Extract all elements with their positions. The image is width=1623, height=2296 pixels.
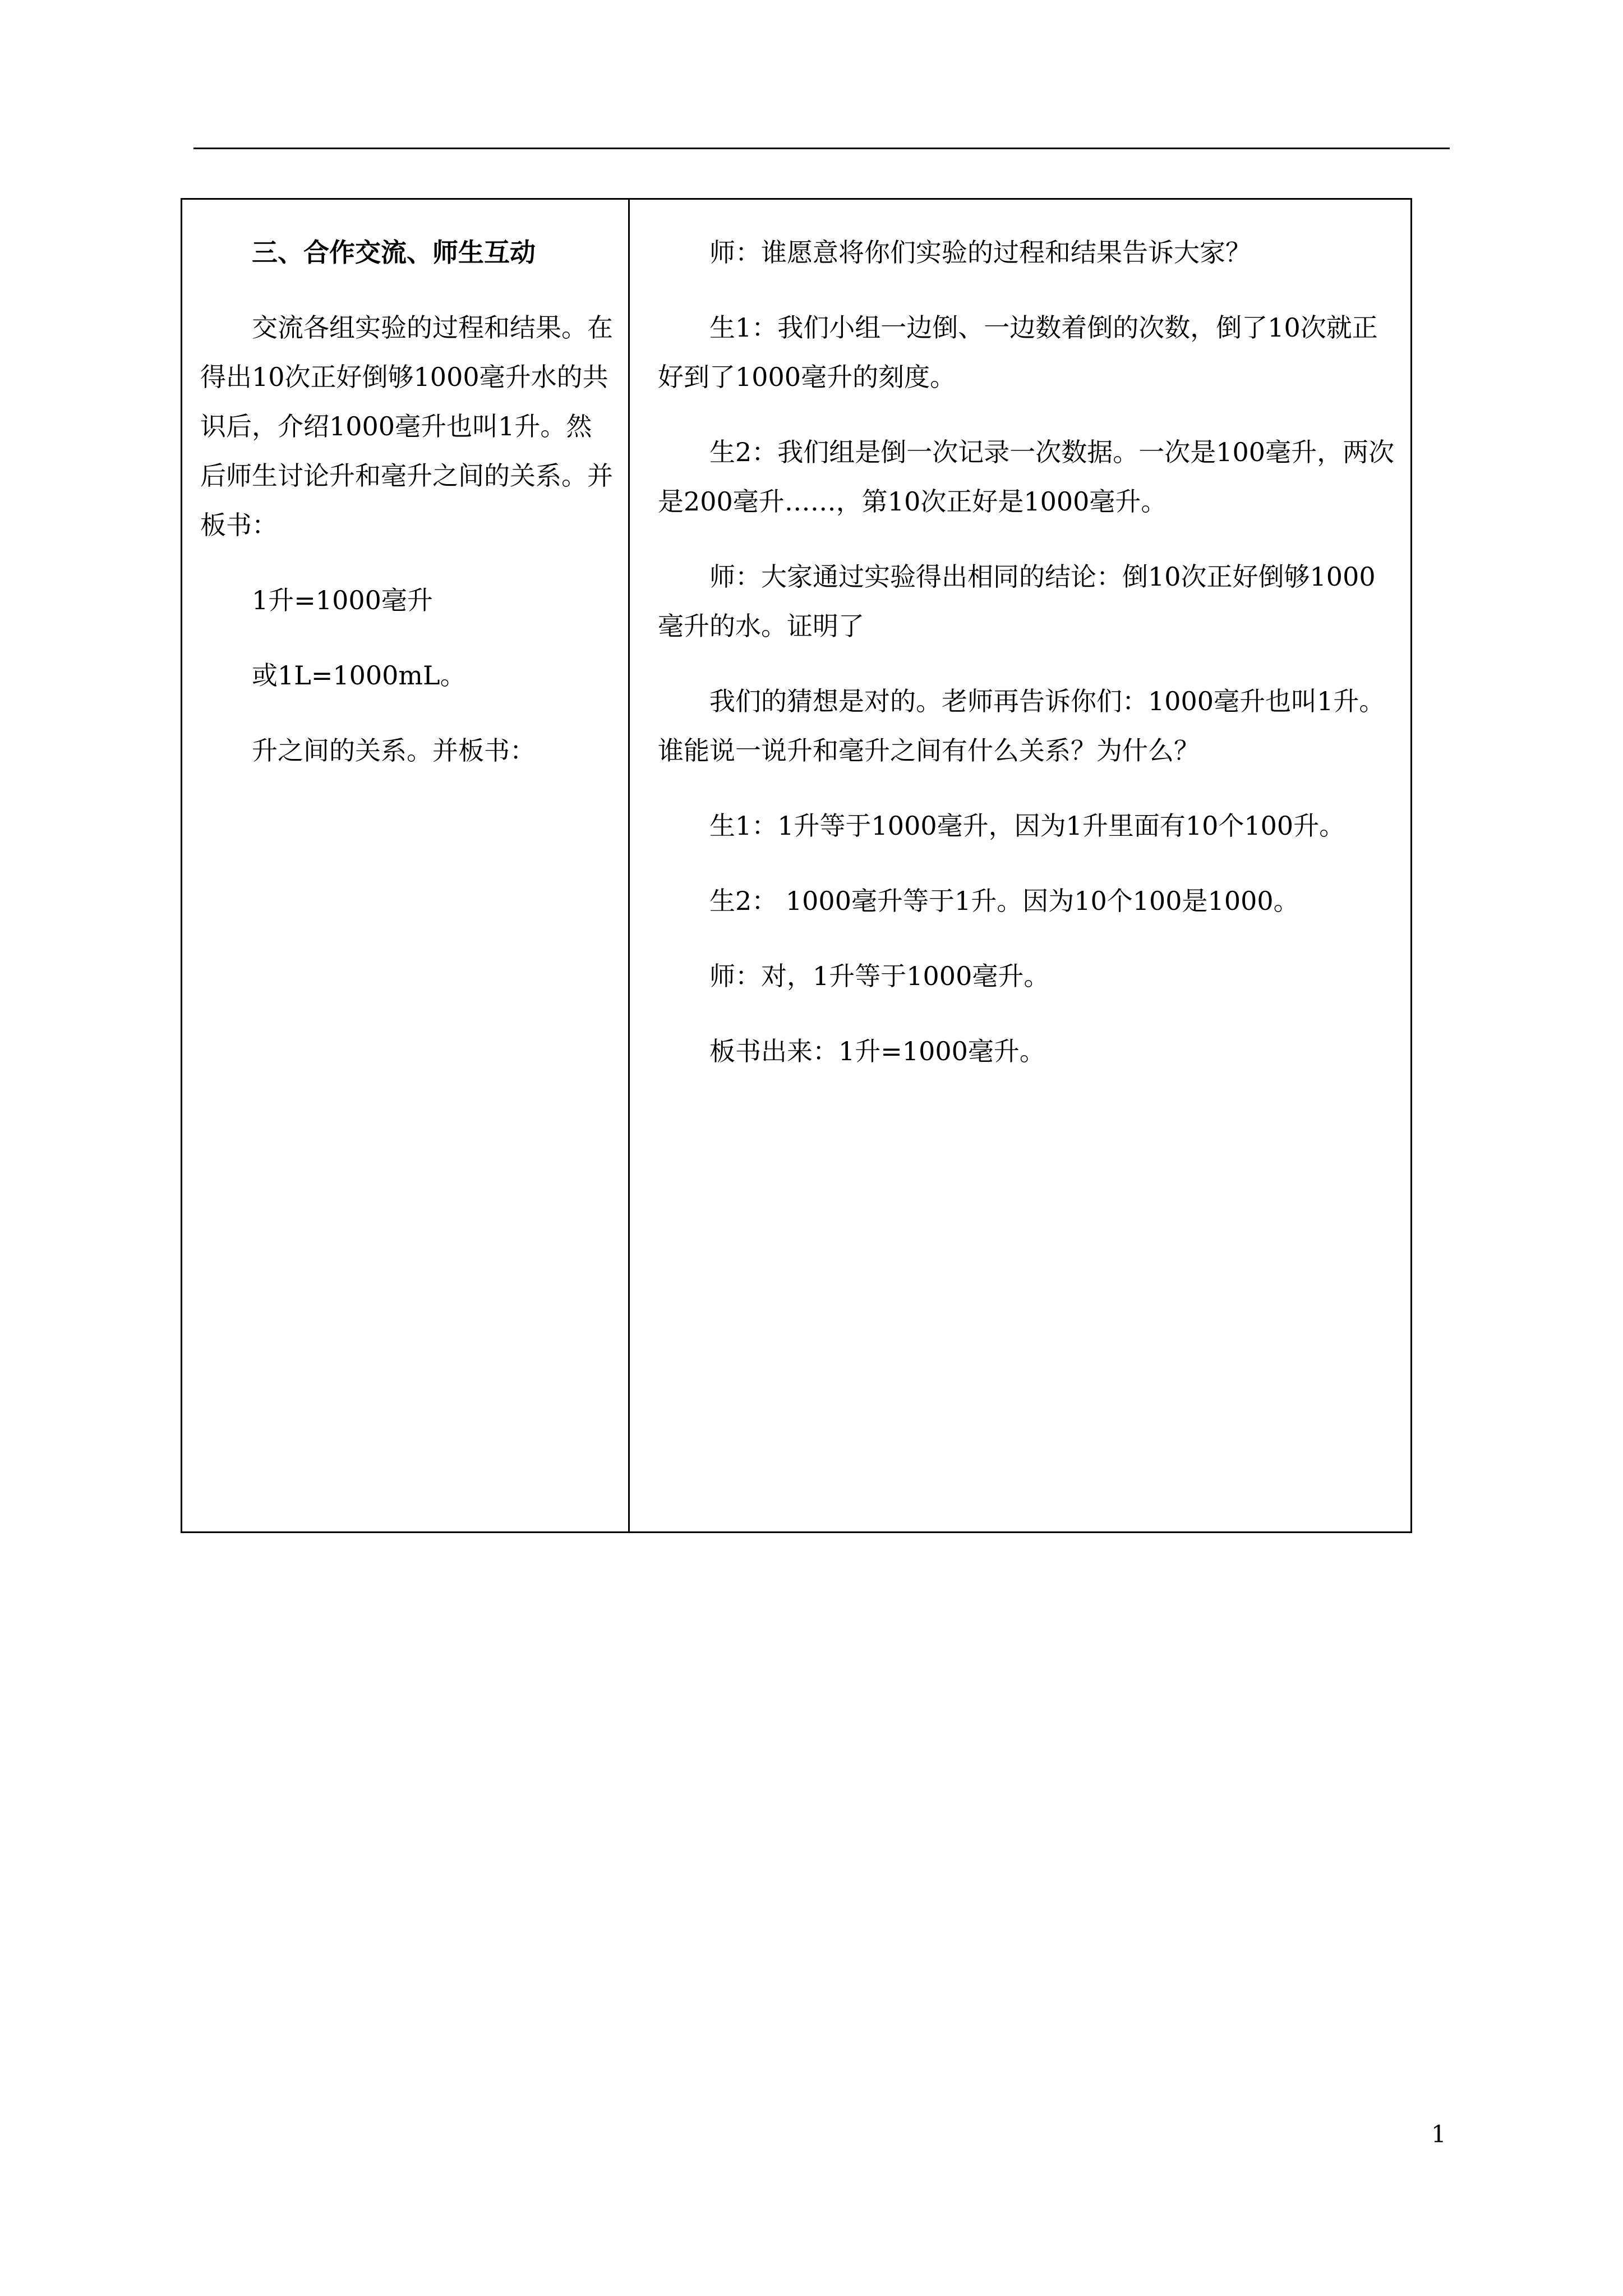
dialogue-paragraph: 板书出来：1升=1000毫升。: [709, 1036, 1045, 1066]
dialogue-paragraph: 师：谁愿意将你们实验的过程和结果告诉大家？: [709, 237, 1251, 268]
left-paragraph: 升之间的关系。并板书：: [252, 735, 536, 766]
left-paragraph: 1升=1000毫升: [252, 585, 433, 615]
dialogue-paragraph: 我们的猜想是对的。老师再告诉你们：1000毫升也叫1升。谁能说一说升和毫升之间有什么关系？为什么？: [658, 686, 1385, 766]
left-paragraph: 交流各组实验的过程和结果。在得出10次正好倒够1000毫升水的共识后，介绍1000毫升也叫1升。然后师生讨论升和毫升之间的关系。并板书：: [200, 312, 613, 540]
dialogue-paragraph: 师：大家通过实验得出相同的结论：倒10次正好倒够1000毫升的水。证明了: [658, 562, 1376, 641]
dialogue-paragraph: 生2：我们组是倒一次记录一次数据。一次是100毫升，两次是200毫升……，第10次正好是1000毫升。: [658, 437, 1395, 517]
dialogue-paragraph: 生1：1升等于1000毫升，因为1升里面有10个100升。: [709, 811, 1345, 841]
left-column: [182, 200, 628, 801]
lesson-table: [181, 198, 1412, 1533]
dialogue-paragraph: 生2： 1000毫升等于1升。因为10个100是1000。: [709, 886, 1299, 916]
header-rule: [193, 148, 1450, 149]
right-column: [630, 200, 1410, 1102]
left-paragraph: 或1L=1000mL。: [252, 660, 466, 691]
dialogue-paragraph: 生1：我们小组一边倒、一边数着倒的次数，倒了10次就正好到了1000毫升的刻度。: [658, 312, 1378, 392]
dialogue-paragraph: 师：对，1升等于1000毫升。: [709, 961, 1050, 991]
page-number: 1: [1431, 2120, 1446, 2148]
section-heading: 三、合作交流、师生互动: [252, 237, 536, 268]
